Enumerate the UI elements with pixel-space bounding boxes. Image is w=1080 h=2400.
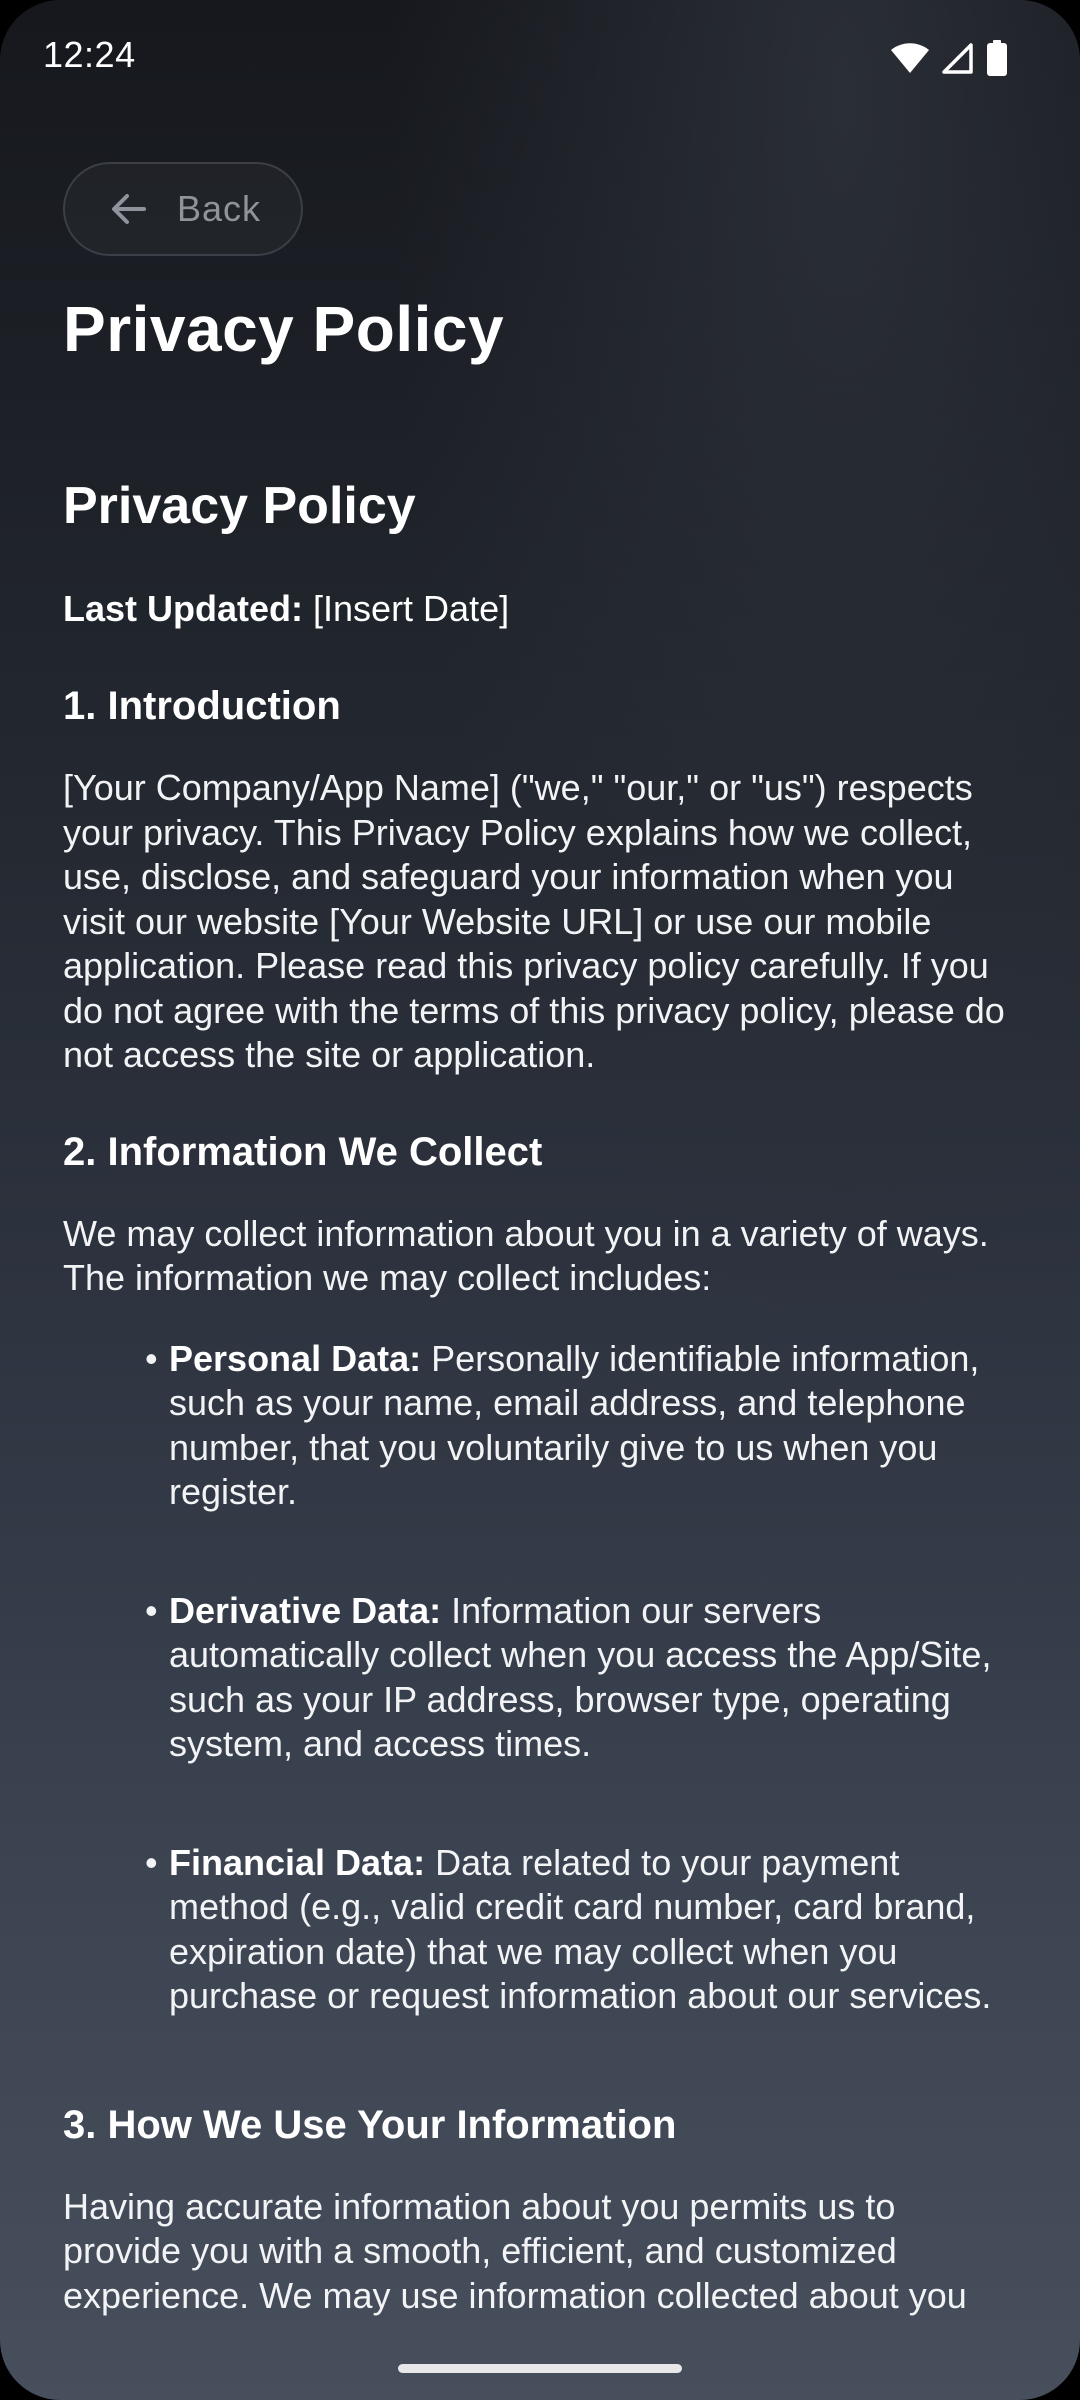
page-title: Privacy Policy <box>63 293 505 365</box>
last-updated-value: [Insert Date] <box>303 588 510 629</box>
information-bullet-list <box>63 1337 1023 2019</box>
status-time: 12:24 <box>43 34 136 75</box>
section-heading-information-we-collect: 2. Information We Collect <box>63 1129 543 1174</box>
bullet-label: Personal Data: <box>169 1337 422 1379</box>
cellular-signal-icon <box>942 42 974 74</box>
status-bar <box>0 0 1080 120</box>
bullet-text: Data related to your payment method (e.g., valid credit card number, card brand, expiration date) that we may collect when you purchase or request information about our services. <box>169 1841 992 2016</box>
section-heading-how-we-use: 3. How We Use Your Information <box>63 2102 677 2147</box>
bullet-text: Personally identifiable information, such as your name, email address, and telephone number, that you voluntarily give to us when you register. <box>169 1337 980 1512</box>
home-indicator[interactable] <box>398 2364 682 2373</box>
section-heading-introduction: 1. Introduction <box>63 684 341 728</box>
bullet-label: Derivative Data: <box>169 1589 442 1631</box>
status-icons <box>890 40 1008 76</box>
list-item-derivative-data <box>63 1589 1023 1767</box>
section-paragraph-information-we-collect: We may collect information about you in a variety of ways. The information we may collect includes: <box>63 1212 989 1298</box>
bullet-label: Financial Data: <box>169 1841 426 1883</box>
battery-icon <box>986 40 1008 76</box>
section-paragraph-introduction: [Your Company/App Name] ("we," "our," or "us") respects your privacy. This Privacy Policy explains how we collect, use, disclose, and safeguard your information when you visit our website [Your Website URL] or use our mobile application. Please read this privacy policy carefully. If you do not agree with the terms of this privacy policy, please do not access the site or application. <box>63 767 1005 1075</box>
back-label: Back <box>177 188 262 229</box>
section-paragraph-how-we-use: Having accurate information about you permits us to provide you with a smooth, efficient, and customized experience. We may use information collected about you <box>63 2185 967 2316</box>
bullet-dot: • <box>145 1337 158 1379</box>
bullet-text: Information our servers automatically collect when you access the App/Site, such as your IP address, browser type, operating system, and access times. <box>169 1589 992 1764</box>
back-button[interactable] <box>63 162 303 256</box>
wifi-icon <box>890 42 930 74</box>
arrow-left-icon <box>111 193 147 225</box>
document-title: Privacy Policy <box>63 477 416 535</box>
list-item-personal-data <box>63 1337 1023 1515</box>
policy-content-scroll[interactable] <box>63 470 1023 2322</box>
last-updated-label: Last Updated: <box>63 588 304 629</box>
list-item-financial-data <box>63 1841 1023 2019</box>
bullet-dot: • <box>145 1589 158 1631</box>
bullet-dot: • <box>145 1841 158 1883</box>
last-updated <box>63 586 1023 632</box>
